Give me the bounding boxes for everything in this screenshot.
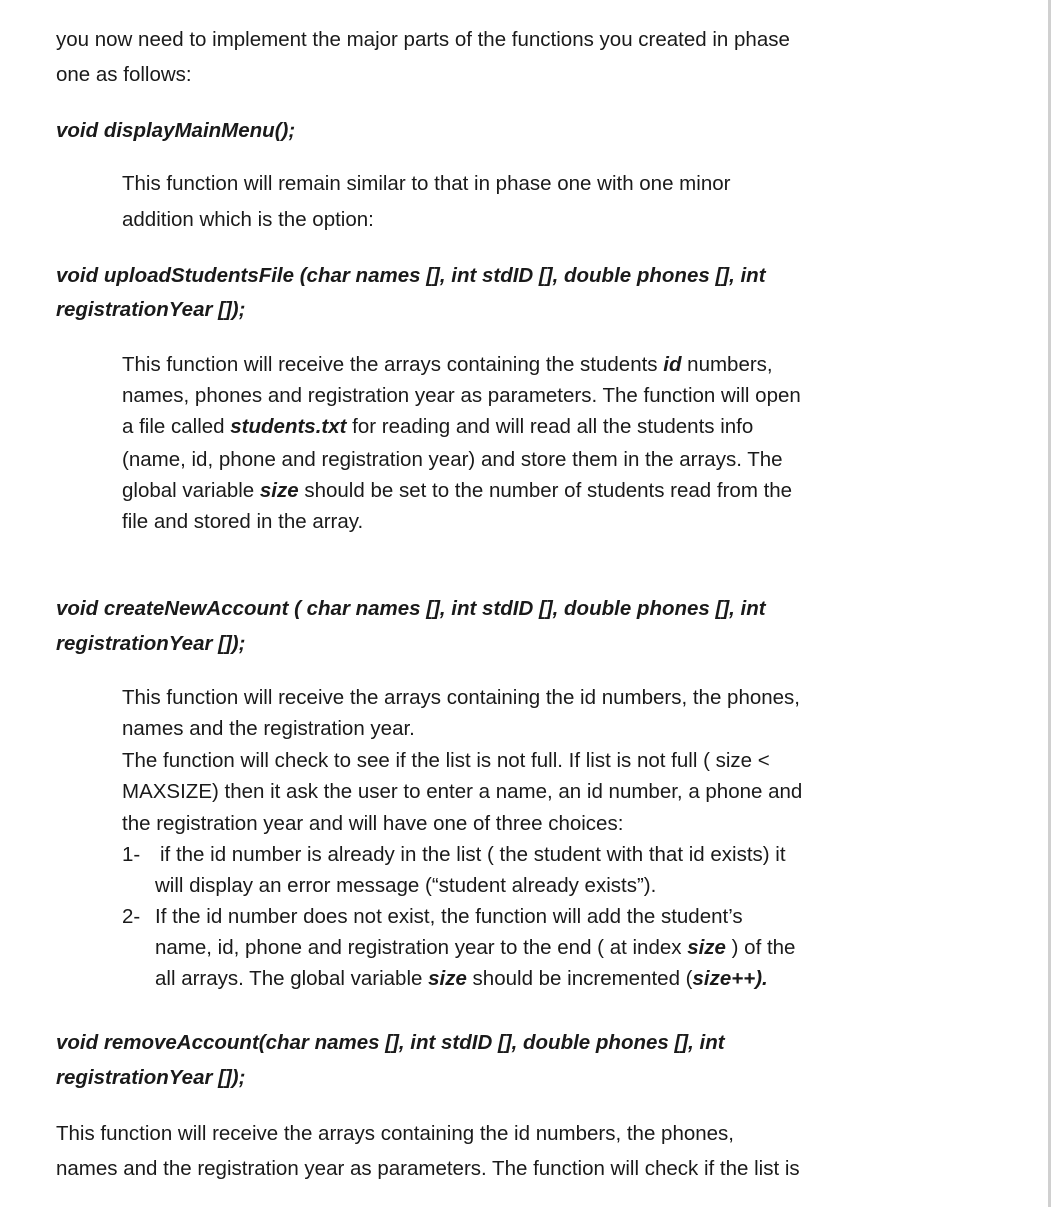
upload-desc-3c: for reading and will read all the students info: [346, 415, 754, 438]
upload-desc-1b: id: [663, 353, 682, 376]
display-main-menu-signature: void displayMainMenu();: [56, 119, 296, 142]
remove-account-signature-1: void removeAccount(char names [], int stdID [], double phones [], int: [56, 1031, 725, 1054]
create-item-2-2c: ) of the: [725, 936, 796, 959]
upload-desc-1c: numbers,: [681, 353, 773, 376]
create-item-2-line-2: [155, 936, 795, 960]
create-item-2-2b: size: [687, 936, 726, 959]
upload-desc-5c: should be set to the number of students read from the: [298, 479, 793, 502]
create-item-2-3d: size++).: [692, 967, 768, 990]
create-item-2-line-1: If the id number does not exist, the function will add the student’s: [155, 905, 743, 928]
create-item-1-line-2: will display an error message (“student already exists”).: [155, 874, 657, 897]
upload-students-file-signature-2: registrationYear []);: [56, 298, 246, 321]
display-main-menu-desc-2: addition which is the option:: [122, 208, 374, 231]
intro-line-1: you now need to implement the major parts of the functions you created in phase: [56, 28, 790, 51]
remove-account-signature-2: registrationYear []);: [56, 1066, 246, 1089]
upload-desc-line-1: [122, 353, 773, 377]
upload-desc-5a: global variable: [122, 479, 260, 502]
create-desc-line-1: This function will receive the arrays containing the id numbers, the phones,: [122, 686, 801, 709]
upload-desc-line-2: names, phones and registration year as parameters. The function will open: [122, 384, 801, 407]
intro-line-2: one as follows:: [56, 63, 192, 86]
create-desc-line-4: MAXSIZE) then it ask the user to enter a name, an id number, a phone and: [122, 780, 803, 803]
upload-desc-line-3: [122, 415, 753, 439]
remove-desc-line-1: This function will receive the arrays containing the id numbers, the phones,: [56, 1122, 735, 1145]
create-item-2-2a: name, id, phone and registration year to the end ( at index: [155, 936, 688, 959]
create-item-2-3c: should be incremented (: [466, 967, 693, 990]
create-item-2-3a: all arrays. The global variable: [155, 967, 429, 990]
remove-desc-line-2: names and the registration year as parameters. The function will check if the list is: [56, 1157, 800, 1180]
upload-desc-5b: size: [259, 479, 299, 502]
upload-desc-line-4: (name, id, phone and registration year) and store them in the arrays. The: [122, 448, 783, 471]
create-item-1-number: 1-: [122, 843, 141, 866]
create-desc-line-3: The function will check to see if the list is not full. If list is not full ( size <: [122, 749, 770, 772]
create-desc-line-2: names and the registration year.: [122, 717, 415, 740]
create-new-account-signature-2: registrationYear []);: [56, 632, 246, 655]
upload-desc-line-5: [122, 479, 792, 503]
upload-desc-1a: This function will receive the arrays containing the students: [122, 353, 664, 376]
create-item-2-line-3: [155, 967, 768, 991]
create-new-account-signature-1: void createNewAccount ( char names [], int stdID [], double phones [], int: [56, 597, 766, 620]
display-main-menu-desc-1: This function will remain similar to that in phase one with one minor: [122, 172, 731, 195]
create-item-1-line-1: if the id number is already in the list ( the student with that id exists) it: [160, 843, 786, 866]
upload-desc-3a: a file called: [122, 415, 231, 438]
upload-desc-3b: students.txt: [230, 415, 347, 438]
create-item-2-3b: size: [428, 967, 467, 990]
upload-students-file-signature-1: void uploadStudentsFile (char names [], int stdID [], double phones [], int: [56, 264, 766, 287]
create-item-2-number: 2-: [122, 905, 141, 928]
create-desc-line-5: the registration year and will have one of three choices:: [122, 812, 624, 835]
upload-desc-line-6: file and stored in the array.: [122, 510, 364, 533]
